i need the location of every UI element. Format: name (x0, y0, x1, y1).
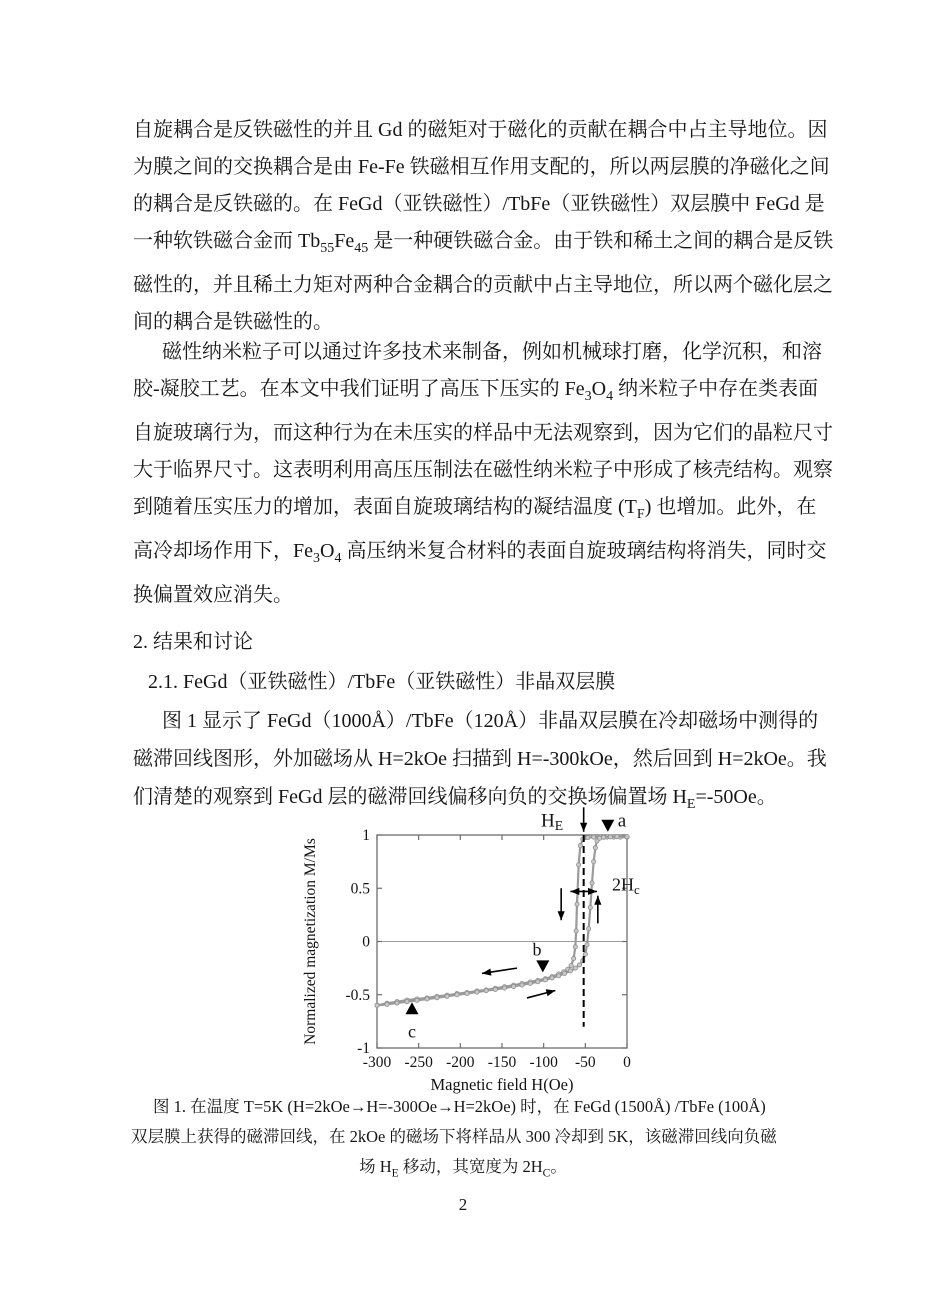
figure-caption-line: 场 $H_E$ 移动，其宽度为 $2H_C$。 (359, 1157, 567, 1180)
text-line: 换偏置效应消失。 (133, 584, 293, 606)
figure-caption-line: 图 1. 在温度 T=5K (H=2kOe→H=-300Oe→H=2kOe) 时，在 FeGd (1500Å) /TbFe (100Å) (153, 1097, 766, 1116)
y-axis-title: Normalized magnetization M/Ms (302, 838, 319, 1045)
text-line: 为膜之间的交换耦合是由 Fe-Fe 铁磁相互作用支配的，所以两层膜的净磁化之间 (133, 156, 830, 178)
text-line: 的耦合是反铁磁的。在 FeGd（亚铁磁性）/TbFe（亚铁磁性）双层膜中 FeGd 是 (133, 193, 825, 215)
section-2-heading: 2. 结果和讨论 (133, 631, 253, 653)
text-line: 间的耦合是铁磁性的。 (133, 311, 333, 333)
text-line: 胶-凝胶工艺。在本文中我们证明了高压下压实的 $Fe_3O_4$ 纳米粒子中存在类表面 (133, 378, 819, 404)
page-number: 2 (458, 1195, 468, 1214)
figure-1-hysteresis-chart (295, 800, 700, 1098)
chart-annotation-label: c (408, 1021, 416, 1042)
text-line: 高冷却场作用下，$Fe_3O_4$ 高压纳米复合材料的表面自旋玻璃结构将消失，同时交 (133, 540, 827, 566)
text-line: 到随着压实压力的增加，表面自旋玻璃结构的凝结温度 $(T_F)$ 也增加。此外，在 (133, 496, 817, 522)
chart-annotation-label: a (617, 810, 627, 832)
figure-1-caption (131, 1092, 795, 1188)
chart-annotation-label: HE (540, 810, 564, 833)
text-line: 自旋耦合是反铁磁性的并且 Gd 的磁矩对于磁化的贡献在耦合中占主导地位。因 (133, 119, 828, 141)
chart-svg (295, 800, 700, 1098)
y-tick-label: 1 (362, 827, 370, 844)
x-tick-label: 0 (623, 1054, 631, 1071)
text-line: 磁滞回线图形，外加磁场从 H=2kOe 扫描到 H=-300kOe，然后回到 H=2kOe。我 (133, 748, 827, 770)
paragraph-1 (133, 112, 834, 341)
text-line: 图 1 显示了 FeGd（1000Å）/TbFe（120Å）非晶双层膜在冷却磁场中测得的 (162, 710, 819, 732)
x-axis-title: Magnetic field H(Oe) (430, 1075, 574, 1094)
x-tick-label: -200 (446, 1054, 475, 1071)
x-tick-label: -100 (529, 1054, 558, 1071)
text-line: 一种软铁磁合金而 $Tb_{55}Fe_{45}$ 是一种硬铁磁合金。由于铁和稀土之间的耦合是反铁 (133, 230, 834, 256)
y-tick-label: -1 (357, 1040, 370, 1057)
text-line: 磁性的，并且稀土力矩对两种合金耦合的贡献中占主导地位，所以两个磁化层之 (133, 274, 833, 296)
x-tick-label: -250 (404, 1054, 433, 1071)
chart-annotation-label: 2Hc (612, 874, 640, 897)
text-line: 自旋玻璃行为，而这种行为在未压实的样品中无法观察到，因为它们的晶粒尺寸 (133, 422, 833, 444)
y-tick-label: -0.5 (345, 986, 370, 1004)
paragraph-2 (133, 334, 833, 614)
x-tick-label: -300 (362, 1054, 392, 1071)
chart-annotation-label: b (532, 939, 542, 960)
text-line: 大于临界尺寸。这表明利用高压压制法在磁性纳米粒子中形成了核壳结构。观察 (133, 459, 833, 481)
x-tick-label: -150 (487, 1054, 517, 1071)
x-tick-label: -50 (574, 1054, 596, 1071)
section-2-1-heading: 2.1. FeGd（亚铁磁性）/TbFe（亚铁磁性）非晶双层膜 (148, 671, 616, 693)
y-tick-label: 0 (362, 933, 370, 951)
figure-caption-line: 双层膜上获得的磁滞回线，在 2kOe 的磁场下将样品从 300 冷却到 5K，该磁滞回线向负磁 (131, 1127, 777, 1146)
text-line: 磁性纳米粒子可以通过许多技术来制备，例如机械球打磨，化学沉积，和溶 (162, 341, 822, 363)
text-line: 们清楚的观察到 FeGd 层的磁滞回线偏移向负的交换场偏置场 $H_E=-50Oe$。 (133, 786, 777, 812)
hysteresis-curve (377, 837, 627, 1006)
y-tick-label: 0.5 (350, 880, 370, 898)
